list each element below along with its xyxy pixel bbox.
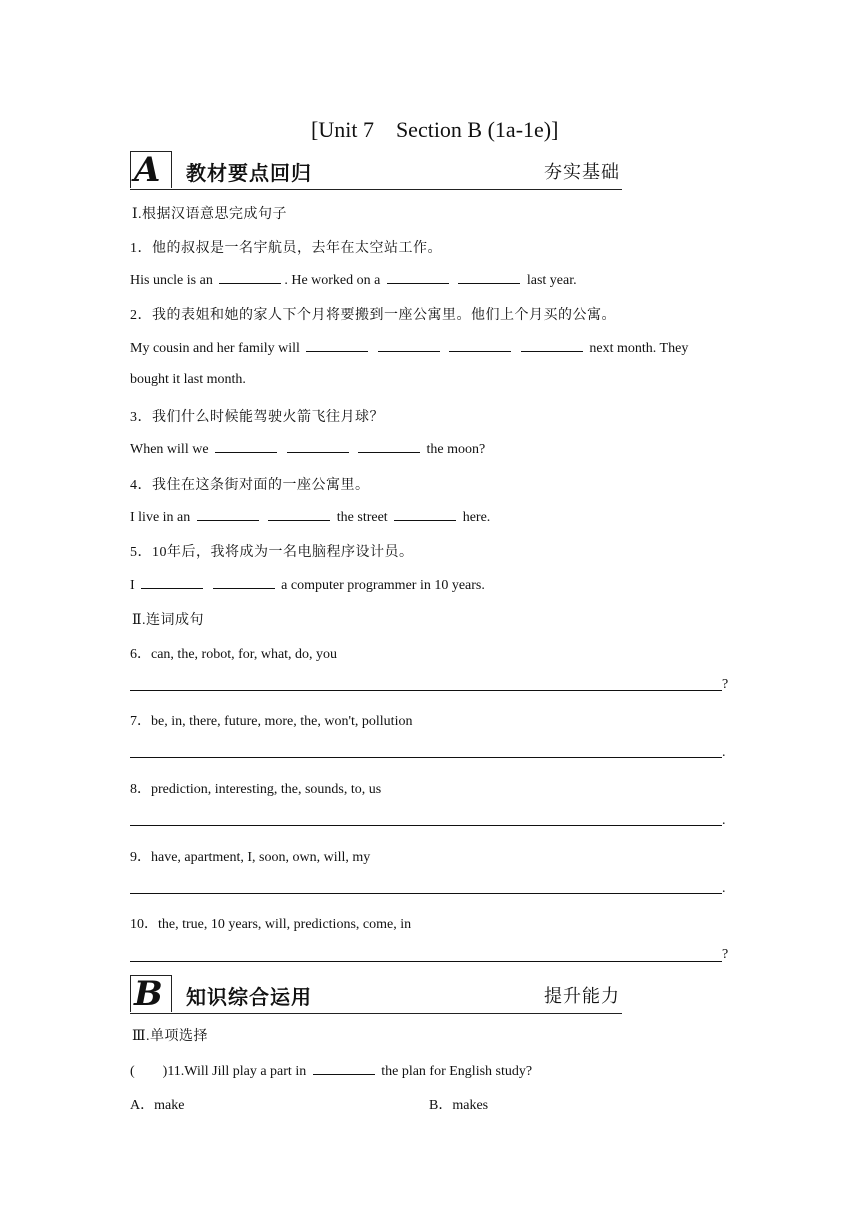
q10-words: 10．the, true, 10 years, will, predictions, come, in bbox=[130, 917, 412, 932]
q1-chinese: 1．他的叔叔是一名宇航员，去年在太空站工作。 bbox=[130, 241, 442, 256]
page-title: [Unit 7 Section B (1a-1e)] bbox=[311, 117, 559, 142]
q3-chinese: 3．我们什么时候能驾驶火箭飞往月球？ bbox=[130, 410, 384, 425]
part2-heading: Ⅱ.连词成句 bbox=[132, 613, 205, 628]
q1-blank-2[interactable] bbox=[387, 271, 449, 284]
q3-blank-2[interactable] bbox=[287, 440, 349, 453]
q8-answer-line[interactable] bbox=[130, 825, 722, 826]
q2-text-b: next month. They bbox=[589, 341, 689, 356]
q4-blank-1[interactable] bbox=[197, 508, 259, 521]
q2-chinese: 2．我的表姐和她的家人下个月将要搬到一座公寓里。他们上个月买的公寓。 bbox=[130, 308, 616, 323]
q5-text-a: I bbox=[130, 578, 135, 593]
q4-text-a: I live in an bbox=[130, 510, 191, 525]
q1-blank-1[interactable] bbox=[219, 271, 281, 284]
q11-option-b[interactable]: B．makes bbox=[429, 1098, 489, 1113]
q3-blank-3[interactable] bbox=[358, 440, 420, 453]
q4-blank-2[interactable] bbox=[268, 508, 330, 521]
q11-blank[interactable] bbox=[313, 1062, 375, 1075]
q9-words: 9．have, apartment, I, soon, own, will, my bbox=[130, 850, 371, 865]
q5-chinese: 5．10年后，我将成为一名电脑程序设计员。 bbox=[130, 545, 414, 560]
q3-english bbox=[130, 440, 485, 458]
q5-blank-2[interactable] bbox=[213, 576, 275, 589]
q10-end-mark: ? bbox=[722, 947, 729, 962]
q1-blank-3[interactable] bbox=[458, 271, 520, 284]
section-a-heading: 教材要点回归 bbox=[186, 161, 312, 185]
q7-end-mark: . bbox=[722, 745, 726, 760]
q6-words: 6．can, the, robot, for, what, do, you bbox=[130, 647, 338, 662]
q6-end-mark: ? bbox=[722, 677, 729, 692]
q10-answer-line[interactable] bbox=[130, 961, 722, 962]
q2-blank-3[interactable] bbox=[449, 339, 511, 352]
q5-english bbox=[130, 576, 485, 594]
q2-blank-2[interactable] bbox=[378, 339, 440, 352]
q11-question bbox=[130, 1060, 532, 1080]
q8-words: 8．prediction, interesting, the, sounds, to, us bbox=[130, 782, 382, 797]
q1-text-a: His uncle is an bbox=[130, 273, 213, 288]
section-b-banner bbox=[130, 975, 622, 1014]
part3-heading: Ⅲ.单项选择 bbox=[132, 1029, 209, 1044]
section-a-tag: 夯实基础 bbox=[544, 162, 620, 183]
q5-text-b: a computer programmer in 10 years. bbox=[281, 578, 485, 593]
q4-chinese: 4．我住在这条街对面的一座公寓里。 bbox=[130, 478, 370, 493]
section-b-heading: 知识综合运用 bbox=[186, 985, 312, 1009]
q1-english bbox=[130, 271, 577, 289]
q6-answer-line[interactable] bbox=[130, 690, 722, 691]
section-b-letter: B bbox=[134, 974, 163, 1014]
q2-blank-4[interactable] bbox=[521, 339, 583, 352]
section-a-letter-box bbox=[130, 151, 172, 188]
section-a-banner bbox=[130, 151, 622, 190]
q11-text-a: ( )11.Will Jill play a part in bbox=[130, 1064, 307, 1079]
q2-english-cont: bought it last month. bbox=[130, 372, 246, 387]
q4-text-b: the street bbox=[336, 510, 388, 525]
q4-english bbox=[130, 508, 490, 526]
q3-text-b: the moon? bbox=[426, 442, 486, 457]
q2-text-a: My cousin and her family will bbox=[130, 341, 300, 356]
q1-text-c: last year. bbox=[526, 273, 577, 288]
q3-blank-1[interactable] bbox=[215, 440, 277, 453]
q11-option-a[interactable]: A．make bbox=[130, 1098, 185, 1113]
section-b-tag: 提升能力 bbox=[544, 986, 620, 1007]
section-a-letter: A bbox=[134, 150, 161, 190]
q8-end-mark: . bbox=[722, 813, 726, 828]
q11-text-b: the plan for English study? bbox=[381, 1064, 533, 1079]
q9-end-mark: . bbox=[722, 881, 726, 896]
q1-text-b: . He worked on a bbox=[284, 273, 381, 288]
q2-blank-1[interactable] bbox=[306, 339, 368, 352]
part1-heading: Ⅰ.根据汉语意思完成句子 bbox=[132, 207, 288, 222]
q9-answer-line[interactable] bbox=[130, 893, 722, 894]
q2-english bbox=[130, 339, 688, 357]
q3-text-a: When will we bbox=[130, 442, 209, 457]
q4-text-c: here. bbox=[462, 510, 491, 525]
section-b-letter-box bbox=[130, 975, 172, 1012]
q7-answer-line[interactable] bbox=[130, 757, 722, 758]
q5-blank-1[interactable] bbox=[141, 576, 203, 589]
q7-words: 7．be, in, there, future, more, the, won't, pollution bbox=[130, 714, 413, 729]
q4-blank-3[interactable] bbox=[394, 508, 456, 521]
